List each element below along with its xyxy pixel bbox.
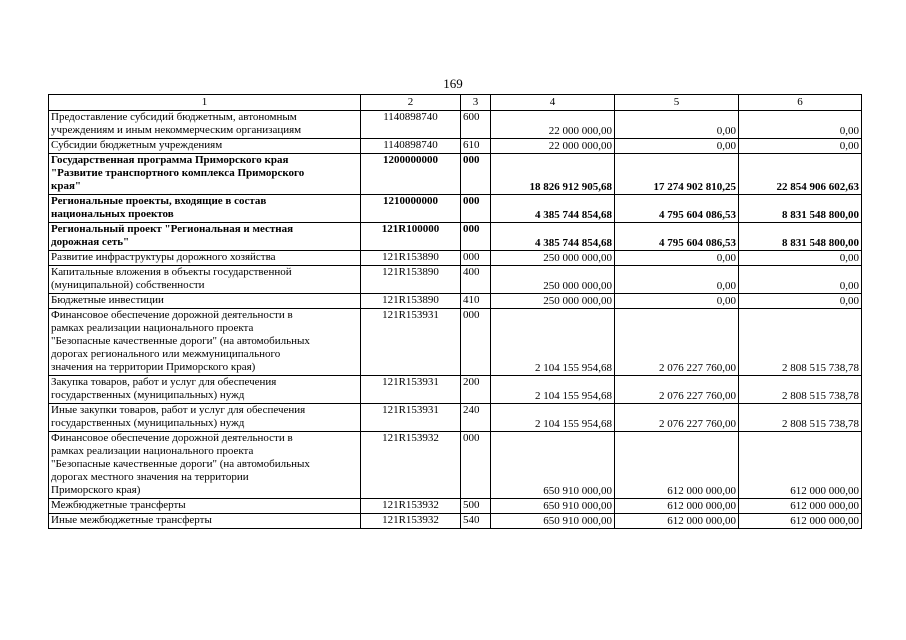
row-name-line: (муниципальной) собственности bbox=[51, 279, 205, 291]
row-amount-col4: 650 910 000,00 bbox=[491, 499, 615, 514]
column-header: 5 bbox=[615, 95, 739, 111]
row-amount-col6: 0,00 bbox=[739, 111, 862, 139]
row-expense-type: 410 bbox=[461, 294, 491, 309]
column-header: 3 bbox=[461, 95, 491, 111]
row-amount-col6: 0,00 bbox=[739, 139, 862, 154]
row-code: 121R153931 bbox=[361, 376, 461, 404]
row-expense-type: 200 bbox=[461, 376, 491, 404]
row-amount-col6: 0,00 bbox=[739, 266, 862, 294]
row-amount-col4: 22 000 000,00 bbox=[491, 139, 615, 154]
row-amount-col5: 2 076 227 760,00 bbox=[615, 376, 739, 404]
row-code: 1210000000 bbox=[361, 195, 461, 223]
row-amount-col4: 250 000 000,00 bbox=[491, 251, 615, 266]
row-name-line: дорогах местного значения на территории bbox=[51, 471, 249, 483]
row-amount-col5: 612 000 000,00 bbox=[615, 499, 739, 514]
row-name bbox=[49, 154, 361, 195]
row-expense-type: 000 bbox=[461, 154, 491, 195]
row-name-line: Субсидии бюджетным учреждениям bbox=[51, 139, 223, 151]
row-amount-col5: 0,00 bbox=[615, 266, 739, 294]
row-amount-col4: 2 104 155 954,68 bbox=[491, 376, 615, 404]
row-expense-type: 610 bbox=[461, 139, 491, 154]
row-name-line: дорогах регионального или межмуниципального bbox=[51, 348, 281, 360]
row-amount-col6: 8 831 548 800,00 bbox=[739, 223, 862, 251]
row-expense-type: 000 bbox=[461, 223, 491, 251]
row-expense-type: 000 bbox=[461, 195, 491, 223]
row-name bbox=[49, 223, 361, 251]
row-amount-col4: 250 000 000,00 bbox=[491, 294, 615, 309]
row-name-line: Государственная программа Приморского края bbox=[51, 154, 289, 166]
table-row bbox=[49, 376, 862, 404]
row-name bbox=[49, 404, 361, 432]
row-amount-col4: 650 910 000,00 bbox=[491, 514, 615, 529]
row-amount-col5: 17 274 902 810,25 bbox=[615, 154, 739, 195]
row-name-line: Закупка товаров, работ и услуг для обеспечения bbox=[51, 376, 277, 388]
row-expense-type: 400 bbox=[461, 266, 491, 294]
row-expense-type: 240 bbox=[461, 404, 491, 432]
column-header: 2 bbox=[361, 95, 461, 111]
row-amount-col4: 22 000 000,00 bbox=[491, 111, 615, 139]
row-name bbox=[49, 139, 361, 154]
row-amount-col5: 2 076 227 760,00 bbox=[615, 309, 739, 376]
row-name-line: Региональный проект "Региональная и местная bbox=[51, 223, 294, 235]
row-amount-col5: 0,00 bbox=[615, 111, 739, 139]
row-amount-col5: 4 795 604 086,53 bbox=[615, 223, 739, 251]
row-expense-type: 000 bbox=[461, 309, 491, 376]
row-amount-col5: 2 076 227 760,00 bbox=[615, 404, 739, 432]
column-header: 1 bbox=[49, 95, 361, 111]
row-amount-col5: 612 000 000,00 bbox=[615, 514, 739, 529]
table-body bbox=[49, 111, 862, 529]
row-code: 121R153931 bbox=[361, 404, 461, 432]
row-code: 1140898740 bbox=[361, 111, 461, 139]
row-code: 121R153890 bbox=[361, 294, 461, 309]
page-number: 169 bbox=[443, 76, 463, 91]
budget-table bbox=[48, 94, 862, 529]
row-code: 1200000000 bbox=[361, 154, 461, 195]
row-name-line: "Безопасные качественные дороги" (на автомобильных bbox=[51, 335, 310, 347]
row-amount-col6: 612 000 000,00 bbox=[739, 514, 862, 529]
table-row bbox=[49, 223, 862, 251]
row-name bbox=[49, 111, 361, 139]
row-name-line: государственных (муниципальных) нужд bbox=[51, 389, 245, 401]
row-name bbox=[49, 294, 361, 309]
row-code: 1140898740 bbox=[361, 139, 461, 154]
table-row bbox=[49, 404, 862, 432]
row-amount-col4: 18 826 912 905,68 bbox=[491, 154, 615, 195]
row-name-line: Межбюджетные трансферты bbox=[51, 499, 186, 511]
row-expense-type: 600 bbox=[461, 111, 491, 139]
row-name-line: Капитальные вложения в объекты государственной bbox=[51, 266, 292, 278]
row-amount-col6: 0,00 bbox=[739, 294, 862, 309]
row-name-line: значения на территории Приморского края) bbox=[51, 361, 256, 373]
table-row bbox=[49, 111, 862, 139]
table-row bbox=[49, 195, 862, 223]
row-name-line: Финансовое обеспечение дорожной деятельности в bbox=[51, 432, 293, 444]
row-amount-col4: 250 000 000,00 bbox=[491, 266, 615, 294]
row-amount-col4: 650 910 000,00 bbox=[491, 432, 615, 499]
row-amount-col4: 2 104 155 954,68 bbox=[491, 404, 615, 432]
row-amount-col6: 612 000 000,00 bbox=[739, 432, 862, 499]
row-code: 121R153932 bbox=[361, 514, 461, 529]
row-code: 121R100000 bbox=[361, 223, 461, 251]
row-name-line: Финансовое обеспечение дорожной деятельности в bbox=[51, 309, 293, 321]
row-name-line: государственных (муниципальных) нужд bbox=[51, 417, 245, 429]
row-amount-col6: 2 808 515 738,78 bbox=[739, 404, 862, 432]
row-amount-col6: 8 831 548 800,00 bbox=[739, 195, 862, 223]
column-header: 4 bbox=[491, 95, 615, 111]
column-header: 6 bbox=[739, 95, 862, 111]
row-name bbox=[49, 499, 361, 514]
row-code: 121R153931 bbox=[361, 309, 461, 376]
table-row bbox=[49, 309, 862, 376]
table-row bbox=[49, 294, 862, 309]
row-amount-col5: 612 000 000,00 bbox=[615, 432, 739, 499]
row-code: 121R153932 bbox=[361, 499, 461, 514]
row-name bbox=[49, 251, 361, 266]
table-row bbox=[49, 514, 862, 529]
row-amount-col6: 2 808 515 738,78 bbox=[739, 376, 862, 404]
row-expense-type: 500 bbox=[461, 499, 491, 514]
row-name bbox=[49, 309, 361, 376]
row-name-line: учреждениям и иным некоммерческим организациям bbox=[51, 124, 302, 136]
table-row bbox=[49, 139, 862, 154]
row-name-line: Иные межбюджетные трансферты bbox=[51, 514, 212, 526]
row-amount-col5: 0,00 bbox=[615, 294, 739, 309]
row-expense-type: 000 bbox=[461, 432, 491, 499]
row-amount-col4: 2 104 155 954,68 bbox=[491, 309, 615, 376]
row-amount-col4: 4 385 744 854,68 bbox=[491, 223, 615, 251]
row-name-line: Иные закупки товаров, работ и услуг для обеспечения bbox=[51, 404, 306, 416]
row-amount-col6: 2 808 515 738,78 bbox=[739, 309, 862, 376]
row-amount-col5: 4 795 604 086,53 bbox=[615, 195, 739, 223]
row-amount-col6: 22 854 906 602,63 bbox=[739, 154, 862, 195]
row-name-line: рамках реализации национального проекта bbox=[51, 445, 254, 457]
row-name bbox=[49, 514, 361, 529]
header-row bbox=[49, 95, 862, 111]
table-row bbox=[49, 251, 862, 266]
table-row bbox=[49, 266, 862, 294]
row-name bbox=[49, 195, 361, 223]
row-name-line: национальных проектов bbox=[51, 208, 174, 220]
row-code: 121R153890 bbox=[361, 251, 461, 266]
row-name-line: дорожная сеть" bbox=[51, 236, 130, 248]
row-name-line: "Безопасные качественные дороги" (на автомобильных bbox=[51, 458, 310, 470]
row-name-line: Развитие инфраструктуры дорожного хозяйства bbox=[51, 251, 276, 263]
table-row bbox=[49, 499, 862, 514]
row-name bbox=[49, 376, 361, 404]
row-name-line: Приморского края) bbox=[51, 484, 141, 496]
row-code: 121R153890 bbox=[361, 266, 461, 294]
row-name bbox=[49, 432, 361, 499]
row-amount-col4: 4 385 744 854,68 bbox=[491, 195, 615, 223]
row-amount-col6: 612 000 000,00 bbox=[739, 499, 862, 514]
row-name bbox=[49, 266, 361, 294]
row-amount-col5: 0,00 bbox=[615, 139, 739, 154]
row-name-line: края" bbox=[51, 180, 82, 192]
row-name-line: Предоставление субсидий бюджетным, автономным bbox=[51, 111, 297, 123]
row-name-line: Бюджетные инвестиции bbox=[51, 294, 164, 306]
row-expense-type: 000 bbox=[461, 251, 491, 266]
row-name-line: "Развитие транспортного комплекса Приморского bbox=[51, 167, 305, 179]
row-code: 121R153932 bbox=[361, 432, 461, 499]
row-amount-col5: 0,00 bbox=[615, 251, 739, 266]
table-row bbox=[49, 154, 862, 195]
table-row bbox=[49, 432, 862, 499]
row-amount-col6: 0,00 bbox=[739, 251, 862, 266]
row-name-line: рамках реализации национального проекта bbox=[51, 322, 254, 334]
row-name-line: Региональные проекты, входящие в состав bbox=[51, 195, 267, 207]
row-expense-type: 540 bbox=[461, 514, 491, 529]
